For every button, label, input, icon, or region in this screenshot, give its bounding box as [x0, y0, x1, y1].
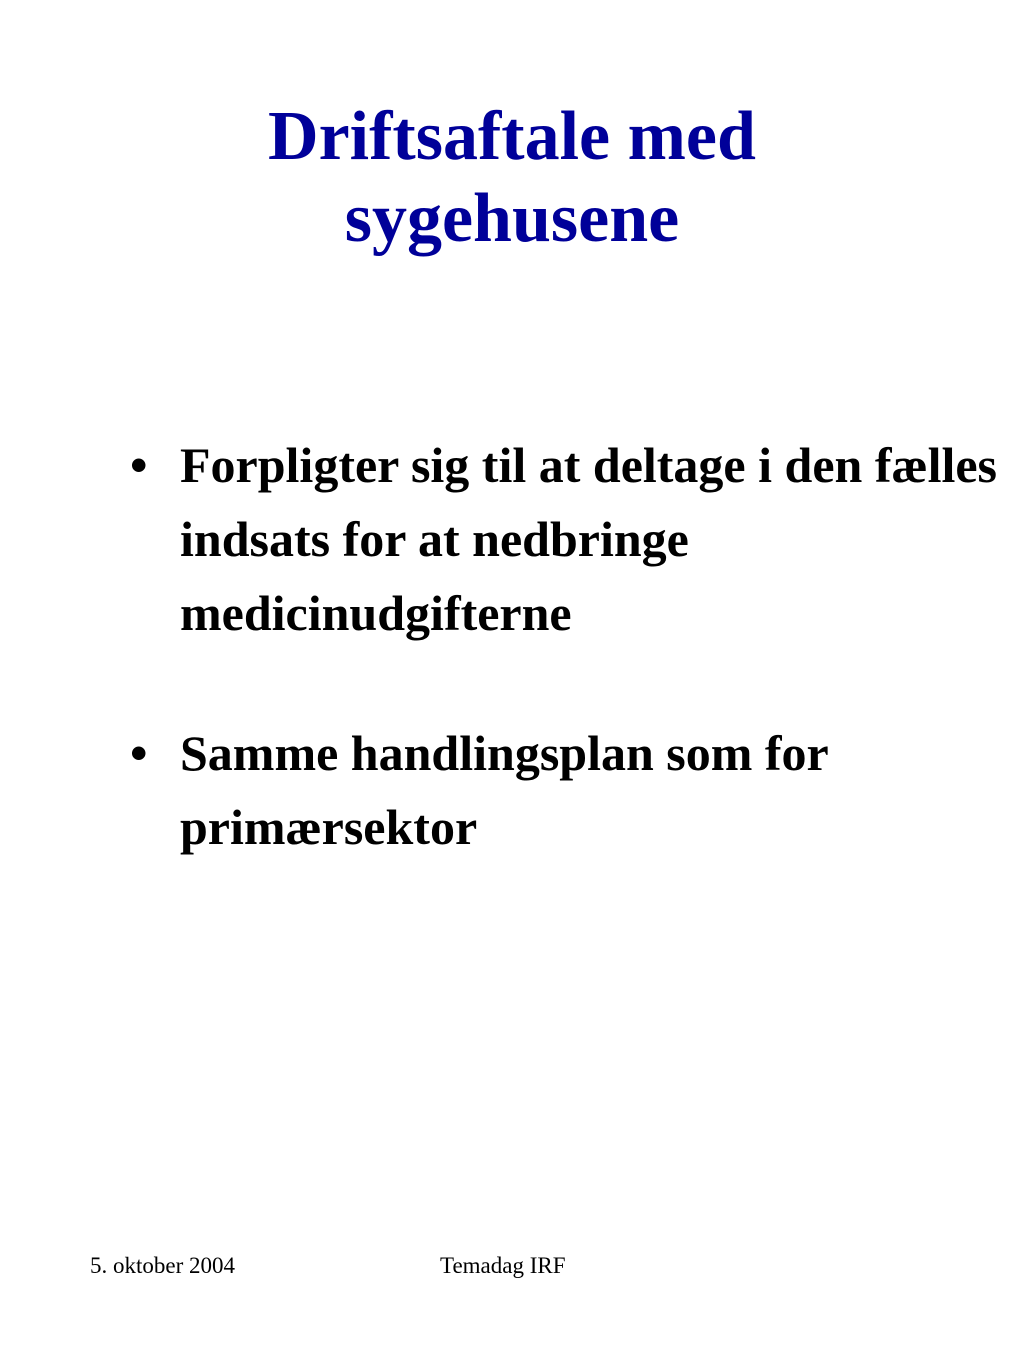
slide-title — [0, 96, 1024, 260]
bullet-text: Forpligter sig til at deltage i den fælles indsats for at nedbringe medicinudgifterne — [180, 437, 998, 641]
bullet-item — [120, 428, 1000, 650]
bullet-list — [120, 428, 1000, 930]
bullet-icon: • — [130, 725, 148, 781]
bullet-text: Samme handlingsplan som for primærsektor — [180, 725, 828, 855]
footer-title: Temadag IRF — [440, 1253, 566, 1278]
bullet-icon: • — [130, 437, 148, 493]
bullet-item — [120, 716, 1000, 864]
slide-title-line-1: Driftsaftale med — [268, 98, 756, 175]
footer-date: 5. oktober 2004 — [90, 1253, 236, 1278]
slide-title-line-2: sygehusene — [344, 180, 680, 257]
